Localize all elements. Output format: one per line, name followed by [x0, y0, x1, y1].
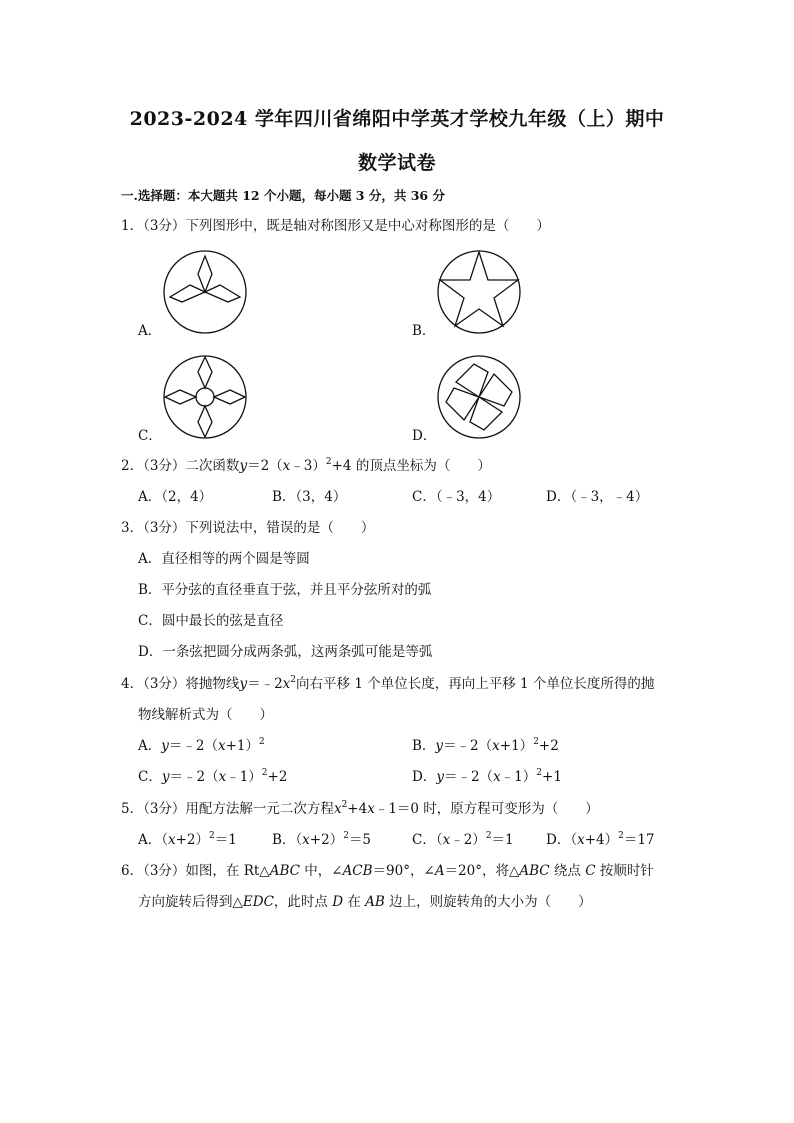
- option-a-label: A．: [138, 323, 162, 339]
- question-4-option-d: D．y＝﹣2（x﹣1）$^2$+1: [412, 768, 562, 785]
- option-d-label: D．: [412, 428, 437, 444]
- figure-b-star-icon: [434, 247, 524, 337]
- question-2-option-a: A．（2，4）: [138, 489, 213, 505]
- question-3-option-c: C．圆中最长的弦是直径: [138, 613, 284, 629]
- figure-c-icon: [160, 352, 250, 442]
- question-3-stem: 3．（3分）下列说法中，错误的是（ ）: [121, 520, 375, 536]
- question-4-option-c: C．y＝﹣2（x﹣1）$^2$+2: [138, 768, 288, 785]
- question-3-option-b: B．平分弦的直径垂直于弦，并且平分弦所对的弧: [138, 582, 432, 598]
- figure-d-icon: [434, 352, 524, 442]
- question-2-option-b: B．（3，4）: [272, 489, 347, 505]
- question-4-stem-line-2: 物线解析式为（ ）: [138, 707, 273, 723]
- question-5-option-b: B．$(x+2)^2=5$: [272, 831, 372, 848]
- section-heading: 一.选择题：本大题共 12 个小题，每小题 3 分，共 36 分: [121, 188, 445, 203]
- question-4-option-b: B．$y=﹣2(x+1)^2+2$: [412, 737, 559, 754]
- option-c-label: C．: [138, 428, 162, 444]
- question-2-option-d: D．（﹣3，﹣4）: [546, 489, 649, 505]
- question-3-option-d: D．一条弦把圆分成两条弧，这两条弧可能是等弧: [138, 644, 433, 660]
- question-2-stem: 2．（3分）二次函数y＝2（x﹣3）$^2$+4 的顶点坐标为（ ）: [121, 457, 491, 474]
- figure-a-icon: [160, 247, 250, 337]
- question-6-stem-line-2: 方向旋转后得到△EDC，此时点 D 在 AB 边上，则旋转角的大小为（ ）: [138, 894, 592, 910]
- question-6-stem: 6．（3分）如图，在 Rt△ABC 中，∠ACB＝90°，∠A＝20°，将△ABC 绕点 C 按顺时针: [121, 863, 654, 879]
- question-5-stem: 5．（3分）用配方法解一元二次方程$x^2+4x﹣1=0$ 时，原方程可变形为（ ）: [121, 800, 599, 817]
- question-3-option-a: A．直径相等的两个圆是等圆: [138, 551, 310, 567]
- question-1-stem: 1．（3分）下列图形中，既是轴对称图形又是中心对称图形的是（ ）: [121, 218, 550, 234]
- question-4-stem: 4．（3分）将抛物线$y=﹣2x^2$向右平移 1 个单位长度，再向上平移 1 个单位长度所得的抛: [121, 675, 655, 692]
- question-2-option-c: C．（﹣3，4）: [412, 489, 501, 505]
- question-5-option-c: C．（x﹣2）$^2$＝1: [412, 831, 514, 848]
- question-5-option-a: A．$(x+2)^2=1$: [138, 831, 237, 848]
- title-line-2: 数学试卷: [357, 152, 436, 174]
- question-5-option-d: D．$(x+4)^2=17$: [546, 831, 655, 848]
- question-4-option-a: A．$y=﹣2(x+1)^2$: [138, 737, 265, 754]
- title-line-1: 2023-2024 学年四川省绵阳中学英才学校九年级（上）期中: [129, 108, 665, 130]
- option-b-label: B．: [412, 323, 436, 339]
